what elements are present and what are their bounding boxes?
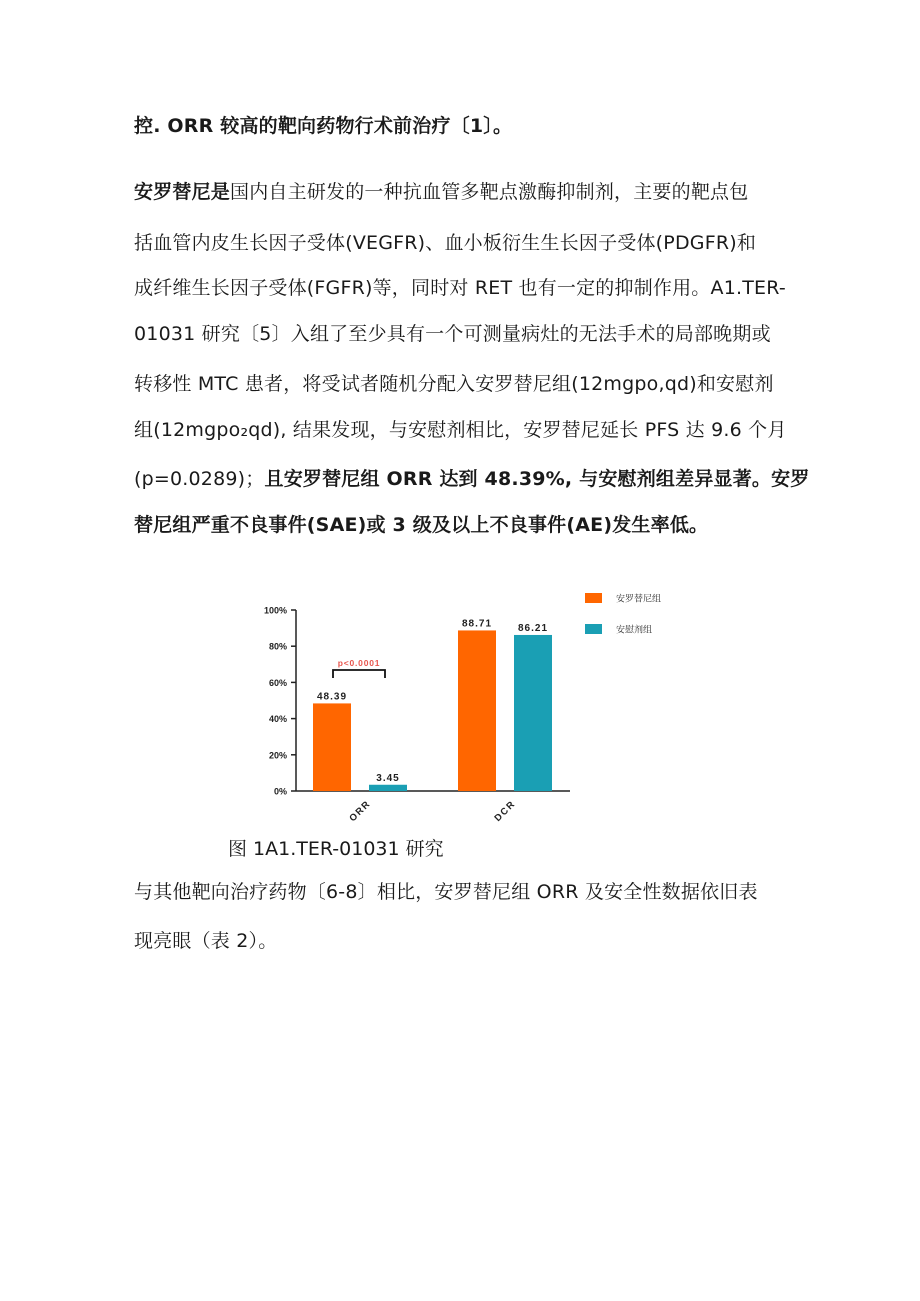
- x-tick-label: ORR: [347, 798, 374, 825]
- paragraph-intro: 控. ORR 较高的靶向药物行术前治疗〔1〕。: [134, 115, 513, 137]
- y-tick-label: 20%: [268, 750, 287, 761]
- y-tick-label: 60%: [268, 677, 287, 688]
- paragraph-line-1: [134, 180, 748, 204]
- chart-bars: [313, 630, 552, 791]
- p-value-text: (p=0.0289)；: [134, 468, 265, 490]
- orr-result-bold: 且安罗替尼组 ORR 达到 48.39%, 与安慰剂组差异显著。安罗: [264, 468, 810, 490]
- legend-swatch: [585, 624, 602, 634]
- paragraph-line-10: 现亮眼（表 2）。: [134, 930, 278, 952]
- chart-value-labels: [317, 618, 548, 783]
- bar-orr-anlotinib: [313, 703, 351, 791]
- bar-value-label: 86.21: [517, 622, 549, 634]
- bar-orr-placebo: [369, 785, 407, 791]
- significance-bracket: [333, 670, 385, 678]
- y-tick-label: 0%: [273, 786, 287, 797]
- drug-name-bold: 安罗替尼是: [134, 181, 231, 203]
- paragraph-line-7: [134, 467, 810, 491]
- y-tick-label: 40%: [268, 714, 287, 725]
- chart-significance-annotation: [333, 658, 385, 678]
- bar-value-label: 3.45: [376, 772, 400, 784]
- x-tick-label: DCR: [492, 798, 518, 824]
- bar-dcr-placebo: [514, 635, 552, 791]
- orr-dcr-bar-chart: [240, 580, 680, 830]
- paragraph-line-2: 括血管内皮生长因子受体(VEGFR)、血小板衍生生长因子受体(PDGFR)和: [134, 232, 757, 254]
- legend-label: 安慰剂组: [616, 624, 653, 635]
- bar-value-label: 88.71: [461, 618, 493, 630]
- bar-value-label: 48.39: [316, 691, 348, 703]
- paragraph-line-3: 成纤维生长因子受体(FGFR)等，同时对 RET 也有一定的抑制作用。A1.TER-: [134, 277, 786, 299]
- y-tick-label: 100%: [263, 605, 287, 616]
- legend-label: 安罗替尼组: [616, 593, 662, 604]
- paragraph-line-6: 组(12mgpo₂qd), 结果发现，与安慰剂相比，安罗替尼延长 PFS 达 9.6 个月: [134, 419, 787, 441]
- p-value-annotation: p<0.0001: [337, 658, 381, 668]
- y-tick-label: 80%: [268, 641, 287, 652]
- figure-caption: 图 1A1.TER-01031 研究: [228, 838, 444, 860]
- paragraph-line-4: 01031 研究〔5〕入组了至少具有一个可测量病灶的无法手术的局部晚期或: [134, 323, 771, 345]
- paragraph-line-5: 转移性 MTC 患者，将受试者随机分配入安罗替尼组(12mgpo,qd)和安慰剂: [134, 373, 774, 395]
- legend-swatch: [585, 593, 602, 603]
- bar-dcr-anlotinib: [458, 630, 496, 791]
- paragraph-line-9: 与其他靶向治疗药物〔6-8〕相比，安罗替尼组 ORR 及安全性数据依旧表: [134, 881, 758, 903]
- paragraph-text: 国内自主研发的一种抗血管多靶点激酶抑制剂，主要的靶点包: [230, 181, 749, 203]
- paragraph-line-8: 替尼组严重不良事件(SAE)或 3 级及以上不良事件(AE)发生率低。: [134, 514, 709, 536]
- chart-legend: [585, 593, 661, 635]
